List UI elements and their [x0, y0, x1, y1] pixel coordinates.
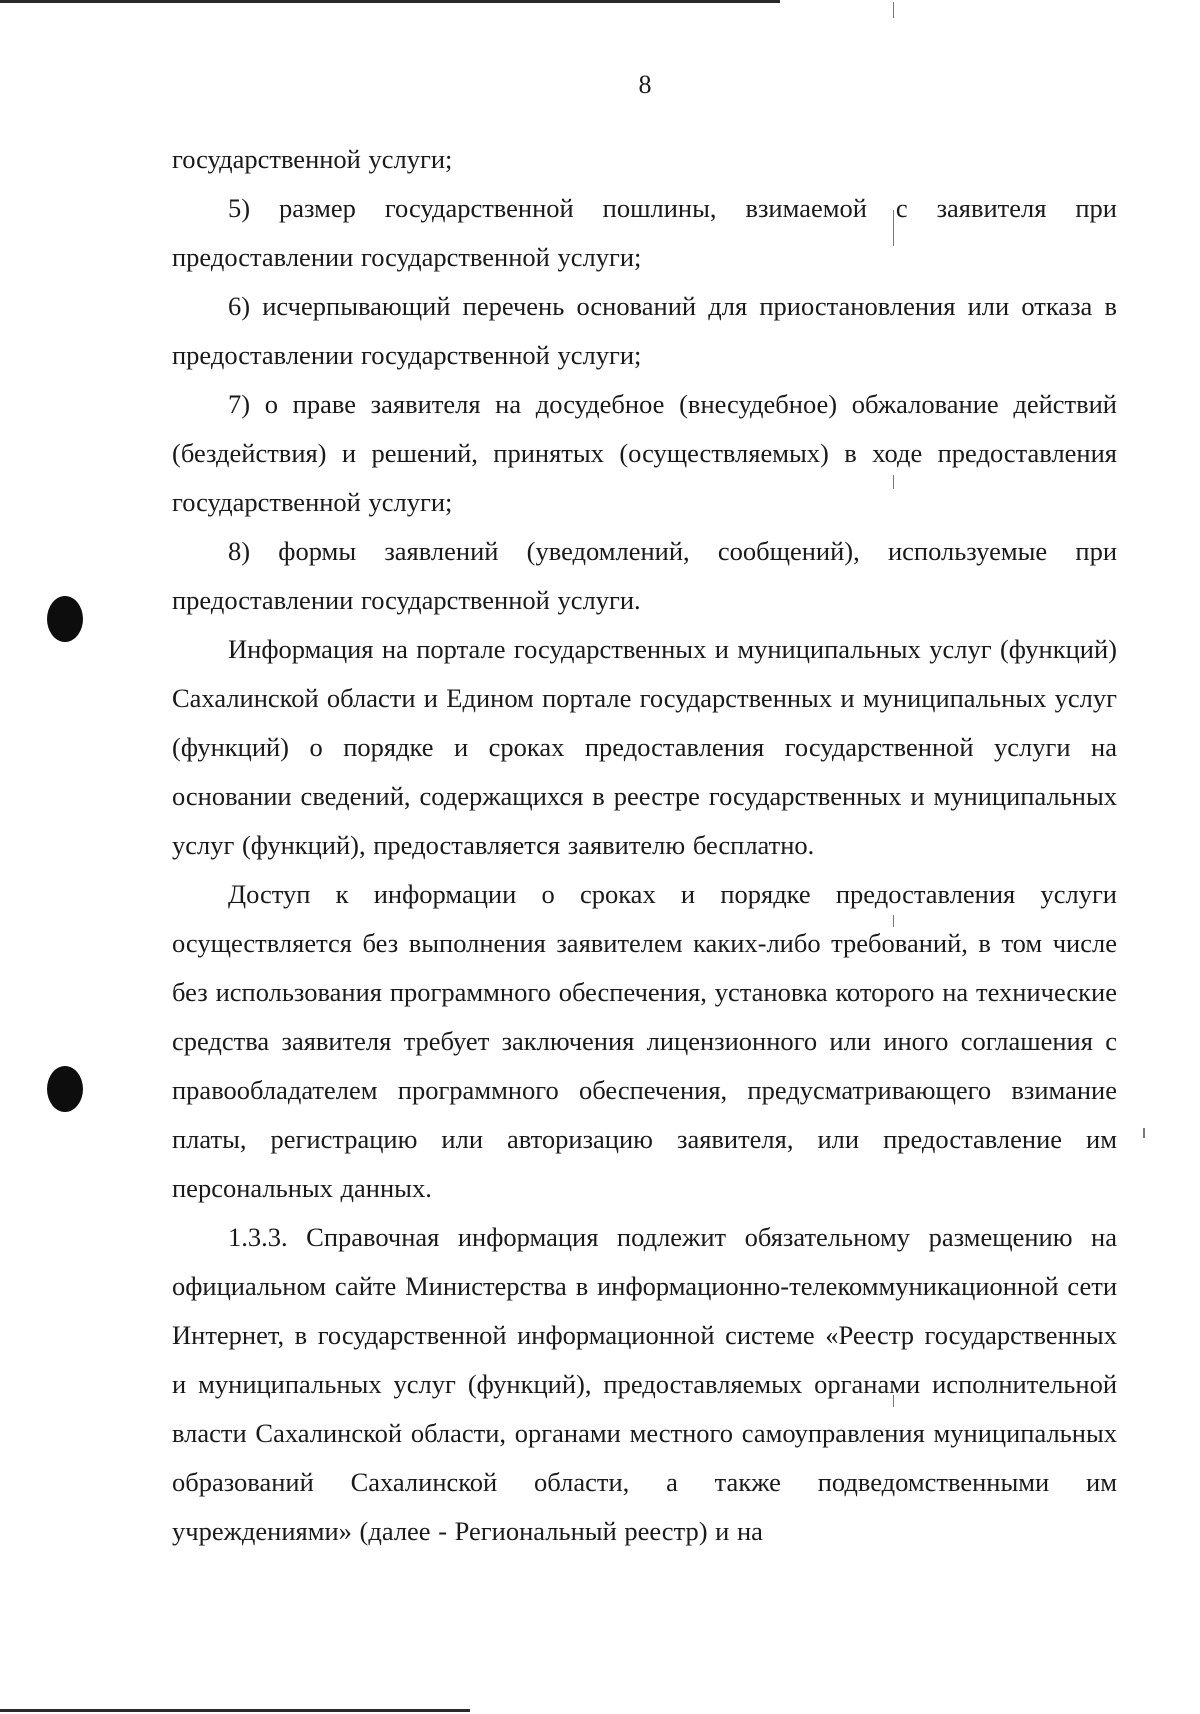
paragraph: Информация на портале государственных и муниципальных услуг (функций) Сахалинской области и Едином портале государственных и муниципальных услуг (функций) о порядке и сроках предоставления государственной услуги на основании сведений, содержащихся в реестре государственных и муниципальных услуг (функций), предоставляется заявителю бесплатно. — [172, 634, 1117, 860]
paragraph: Доступ к информации о сроках и порядке предоставления услуги осуществляется без выполнения заявителем каких-либо требований, в том числе без использования программного обеспечения, установка которого на технические средства заявителя требует заключения лицензионного или иного соглашения с правообладателем программного обеспечения, предусматривающего взимание платы, регистрацию или авторизацию заявителя, или предоставление им персональных данных. — [172, 879, 1117, 1203]
scan-speck — [1143, 1128, 1145, 1138]
paragraph: 1.3.3. Справочная информация подлежит обязательному размещению на официальном сайте Министерства в информационно-телекоммуникационной сети Интернет, в государственной информационной системе «Реестр государственных и муниципальных услуг (функций), предоставляемых органами исполнительной власти Сахалинской области, органами местного самоуправления муниципальных образований Сахалинской области, а также подведомственными им учреждениями» (далее - Региональный реестр) и на — [172, 1222, 1117, 1546]
scan-edge-bottom — [0, 1709, 470, 1712]
paragraph: 5) размер государственной пошлины, взимаемой с заявителя при предоставлении государственной услуги; — [172, 193, 1117, 272]
paragraph: 8) формы заявлений (уведомлений, сообщений), используемые при предоставлении государственной услуги. — [172, 536, 1117, 615]
scan-speck — [893, 2, 894, 18]
document-body — [172, 135, 1117, 1556]
page-number: 8 — [638, 70, 652, 99]
scan-edge-top — [0, 0, 780, 3]
paragraph: 7) о праве заявителя на досудебное (внесудебное) обжалование действий (бездействия) и решений, принятых (осуществляемых) в ходе предоставления государственной услуги; — [172, 389, 1117, 517]
punch-hole-lower — [47, 1066, 83, 1112]
paragraph: 6) исчерпывающий перечень оснований для приостановления или отказа в предоставлении государственной услуги; — [172, 291, 1117, 370]
paragraph: государственной услуги; — [172, 144, 453, 174]
punch-hole-upper — [47, 596, 83, 642]
